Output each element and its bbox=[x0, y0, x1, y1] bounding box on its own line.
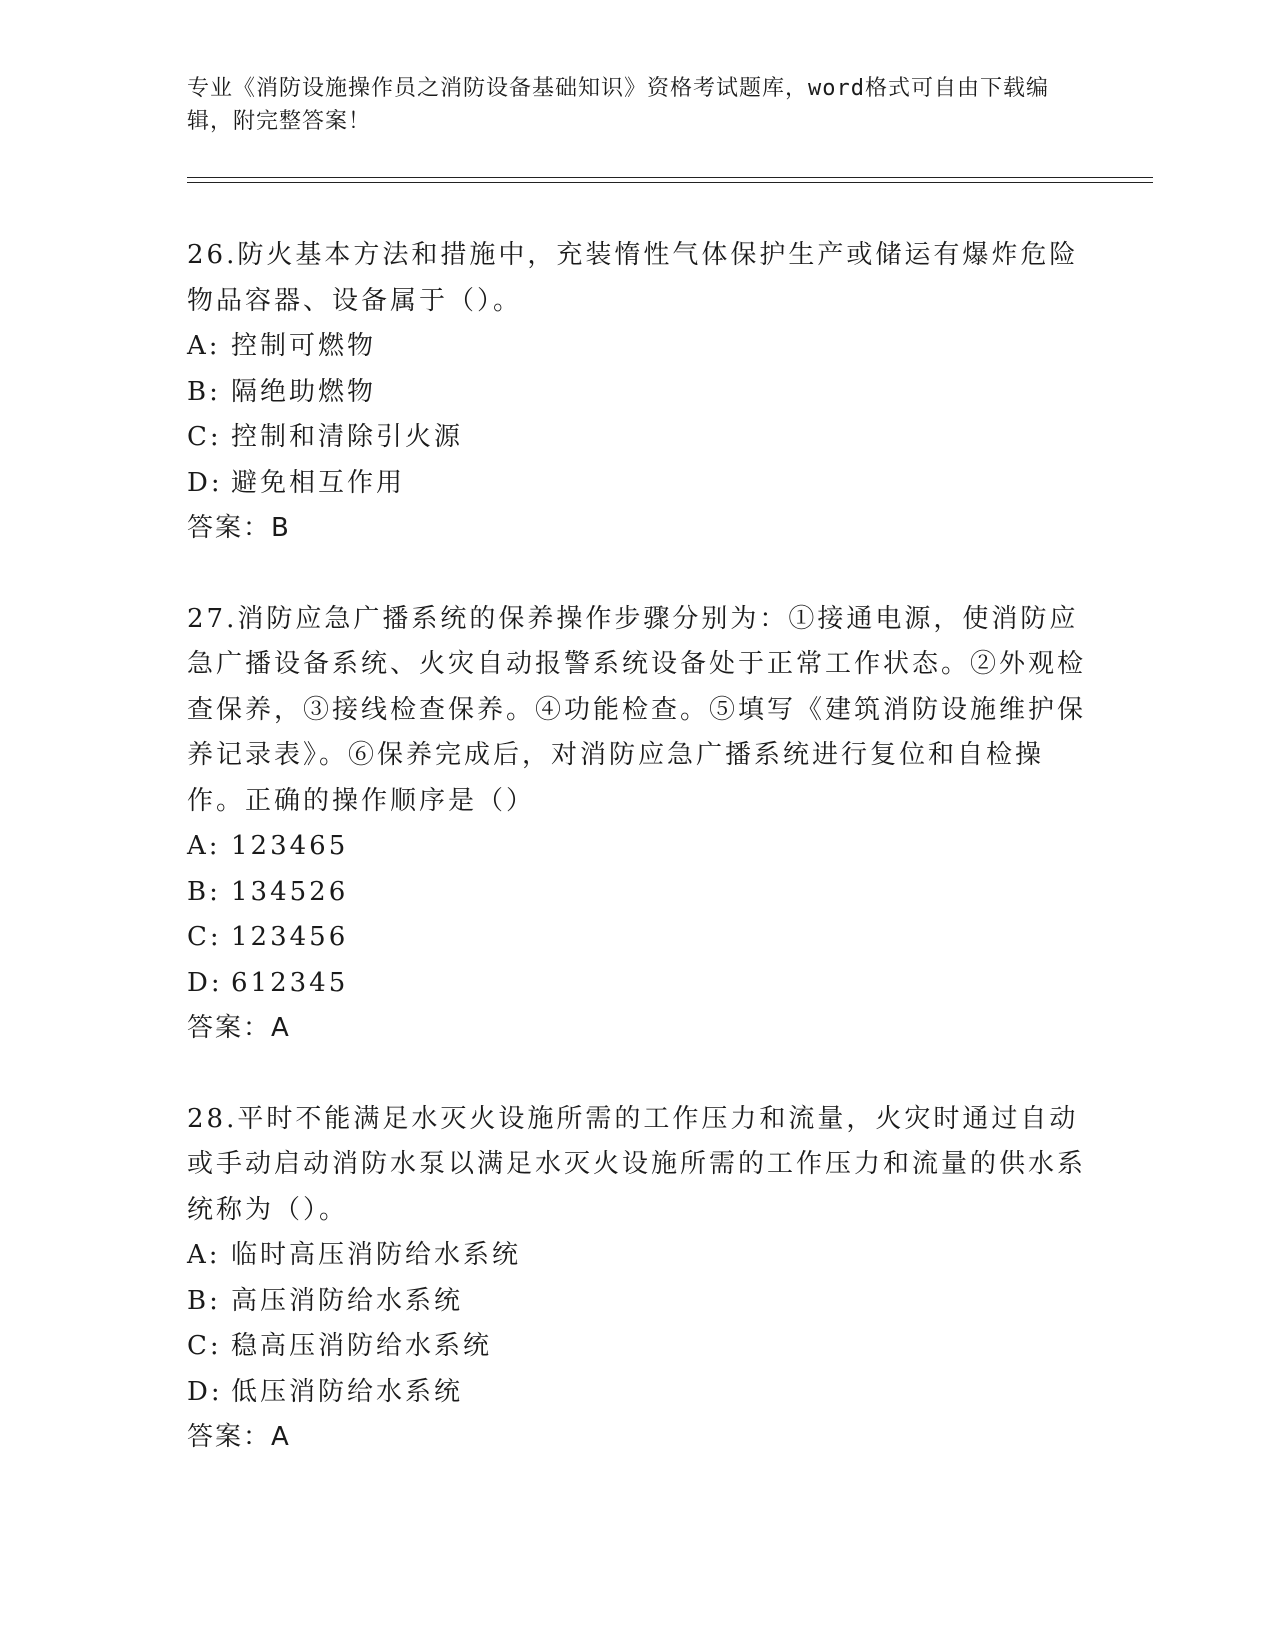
question-stem: 26.防火基本方法和措施中，充装惰性气体保护生产或储运有爆炸危险物品容器、设备属于（）。 bbox=[187, 240, 1079, 316]
option-letter: A: bbox=[187, 1240, 221, 1270]
option-text: 临时高压消防给水系统 bbox=[231, 1240, 522, 1270]
answer-line: 答案：A bbox=[187, 1422, 291, 1452]
option-text: 低压消防给水系统 bbox=[231, 1376, 464, 1407]
option-b bbox=[187, 370, 1087, 416]
option-text: 隔绝助燃物 bbox=[231, 376, 377, 407]
question-list bbox=[187, 233, 1087, 1506]
option-d bbox=[187, 461, 1087, 507]
option-text: 避免相互作用 bbox=[231, 467, 406, 498]
option-letter: B: bbox=[187, 876, 221, 907]
question-26 bbox=[187, 233, 1087, 552]
option-c bbox=[187, 915, 1087, 961]
option-letter: A: bbox=[187, 331, 221, 361]
option-letter: A: bbox=[187, 831, 221, 861]
option-a bbox=[187, 824, 1087, 870]
option-letter: C: bbox=[187, 422, 222, 452]
option-c bbox=[187, 415, 1087, 461]
option-text: 高压消防给水系统 bbox=[231, 1285, 464, 1316]
question-28 bbox=[187, 1097, 1087, 1461]
option-a bbox=[187, 1233, 1087, 1279]
option-b bbox=[187, 870, 1087, 916]
question-stem: 28.平时不能满足水灭火设施所需的工作压力和流量，火灾时通过自动或手动启动消防水泵以满足水灭火设施所需的工作压力和流量的供水系统称为（）。 bbox=[187, 1103, 1087, 1225]
option-text: 控制可燃物 bbox=[231, 331, 377, 361]
answer-line: 答案：B bbox=[187, 513, 291, 543]
option-letter: C: bbox=[187, 1331, 222, 1361]
option-letter: D: bbox=[187, 967, 223, 998]
document-header: 专业《消防设施操作员之消防设备基础知识》资格考试题库，word格式可自由下载编辑，附完整答案！ bbox=[187, 76, 1049, 134]
option-c bbox=[187, 1324, 1087, 1370]
option-letter: C: bbox=[187, 922, 222, 952]
option-letter: B: bbox=[187, 1285, 221, 1316]
option-text: 612345 bbox=[231, 967, 349, 998]
option-a bbox=[187, 324, 1087, 370]
option-d bbox=[187, 1370, 1087, 1416]
option-text: 稳高压消防给水系统 bbox=[231, 1331, 493, 1361]
option-text: 控制和清除引火源 bbox=[231, 422, 464, 452]
option-letter: D: bbox=[187, 1376, 223, 1407]
header-divider-bottom bbox=[187, 182, 1153, 183]
question-27 bbox=[187, 597, 1087, 1052]
option-b bbox=[187, 1279, 1087, 1325]
option-letter: B: bbox=[187, 376, 221, 407]
header-divider-top bbox=[187, 177, 1153, 178]
answer-line: 答案：A bbox=[187, 1013, 291, 1043]
option-text: 123456 bbox=[231, 922, 349, 952]
option-d bbox=[187, 961, 1087, 1007]
option-letter: D: bbox=[187, 467, 223, 498]
question-stem: 27.消防应急广播系统的保养操作步骤分别为：①接通电源，使消防应急广播设备系统、火灾自动报警系统设备处于正常工作状态。②外观检查保养，③接线检查保养。④功能检查。⑤填写《建筑消防设施维护保养记录表》。⑥保养完成后，对消防应急广播系统进行复位和自检操作。正确的操作顺序是（） bbox=[187, 603, 1087, 816]
option-text: 123465 bbox=[231, 831, 349, 861]
option-text: 134526 bbox=[231, 876, 349, 907]
